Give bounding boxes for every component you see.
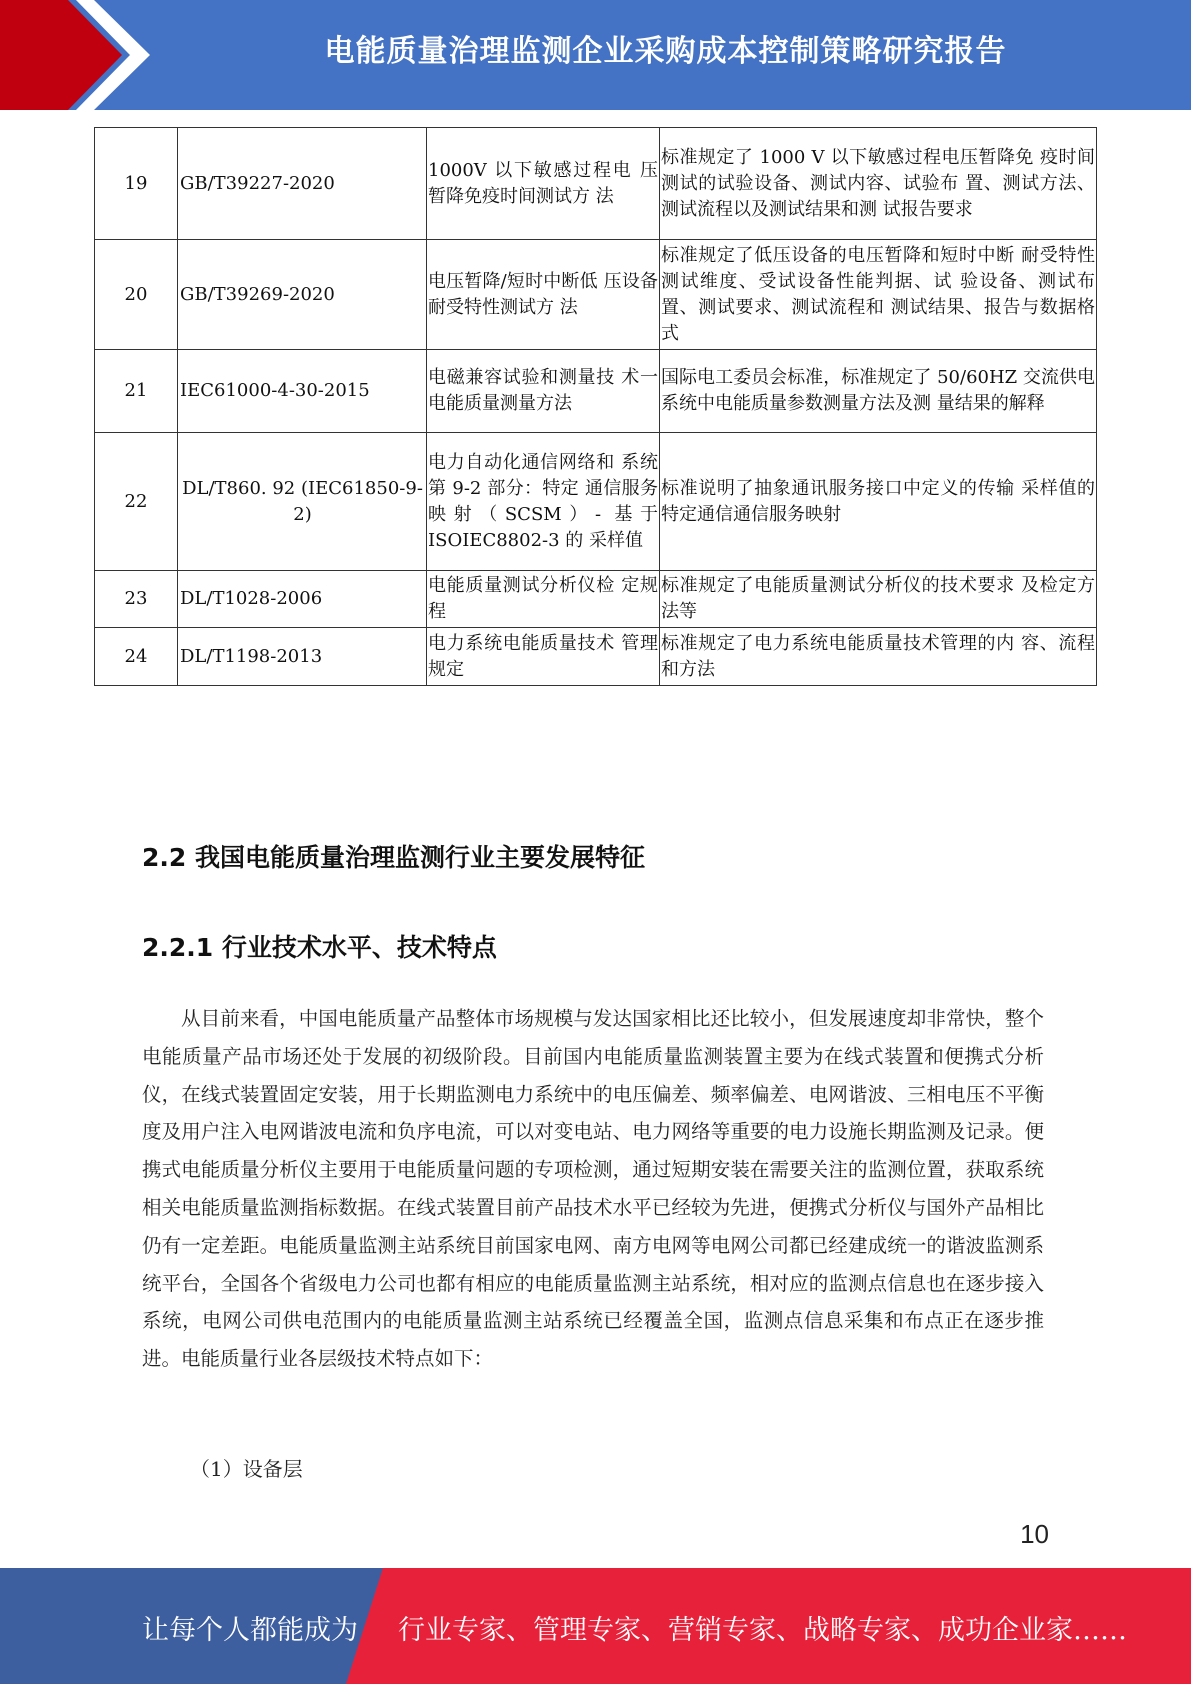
standard-code: DL/T860. 92 (IEC61850-9-2)	[178, 433, 427, 571]
row-number: 23	[95, 571, 178, 628]
standard-code: DL/T1198-2013	[178, 628, 427, 686]
table-row	[95, 628, 1097, 686]
standard-description: 标准规定了电能质量测试分析仪的技术要求 及检定方法等	[660, 571, 1097, 628]
page-header	[0, 0, 1191, 110]
standard-name: 电力系统电能质量技术 管理规定	[427, 628, 660, 686]
report-title: 电能质量治理监测企业采购成本控制策略研究报告	[324, 34, 1007, 69]
header-chevron-decoration	[0, 0, 160, 110]
row-number: 19	[95, 128, 178, 240]
standard-name: 电磁兼容试验和测量技 术一电能质量测量方法	[427, 350, 660, 433]
table-row	[95, 128, 1097, 240]
footer-slogan-right: 行业专家、管理专家、营销专家、战略专家、成功企业家……	[398, 1615, 1127, 1646]
row-number: 24	[95, 628, 178, 686]
standard-description: 标准说明了抽象通讯服务接口中定义的传输 采样值的特定通信通信服务映射	[660, 433, 1097, 571]
standard-description: 国际电工委员会标准，标准规定了 50/60HZ 交流供电系统中电能质量参数测量方法及测 量结果的解释	[660, 350, 1097, 433]
standard-name: 电力自动化通信网络和 系统第 9-2 部分：特定 通信服务映射（SCSM）- 基于 ISOIEC8802-3 的 采样值	[427, 433, 660, 571]
row-number: 22	[95, 433, 178, 571]
standard-code: DL/T1028-2006	[178, 571, 427, 628]
section-heading: 2.2 我国电能质量治理监测行业主要发展特征	[142, 843, 645, 872]
list-item-heading: （1）设备层	[190, 1457, 303, 1481]
standard-name: 电能质量测试分析仪检 定规程	[427, 571, 660, 628]
page-number: 10	[1020, 1519, 1049, 1549]
standard-name: 电压暂降/短时中断低 压设备耐受特性测试方 法	[427, 240, 660, 350]
standard-name: 1000V 以下敏感过程电 压暂降免疫时间测试方 法	[427, 128, 660, 240]
standard-description: 标准规定了低压设备的电压暂降和短时中断 耐受特性测试维度、受试设备性能判据、试 验设备、测试布置、测试要求、测试流程和 测试结果、报告与数据格式	[660, 240, 1097, 350]
page-footer	[0, 1568, 1191, 1684]
table-row	[95, 350, 1097, 433]
table-row	[95, 433, 1097, 571]
standard-description: 标准规定了电力系统电能质量技术管理的内 容、流程和方法	[660, 628, 1097, 686]
standard-code: IEC61000-4-30-2015	[178, 350, 427, 433]
standard-description: 标准规定了 1000 V 以下敏感过程电压暂降免 疫时间测试的试验设备、测试内容、试验布 置、测试方法、测试流程以及测试结果和测 试报告要求	[660, 128, 1097, 240]
standards-table	[94, 127, 1097, 686]
row-number: 21	[95, 350, 178, 433]
table-row	[95, 240, 1097, 350]
standard-code: GB/T39227-2020	[178, 128, 427, 240]
body-paragraph: 从目前来看，中国电能质量产品整体市场规模与发达国家相比还比较小，但发展速度却非常快，整个电能质量产品市场还处于发展的初级阶段。目前国内电能质量监测装置主要为在线式装置和便携式分析仪，在线式装置固定安装，用于长期监测电力系统中的电压偏差、频率偏差、电网谐波、三相电压不平衡度及用户注入电网谐波电流和负序电流，可以对变电站、电力网络等重要的电力设施长期监测及记录。便携式电能质量分析仪主要用于电能质量问题的专项检测，通过短期安装在需要关注的监测位置，获取系统相关电能质量监测指标数据。在线式装置目前产品技术水平已经较为先进，便携式分析仪与国外产品相比仍有一定差距。电能质量监测主站系统目前国家电网、南方电网等电网公司都已经建成统一的谐波监测系统平台，全国各个省级电力公司也都有相应的电能质量监测主站系统，相对应的监测点信息也在逐步接入系统，电网公司供电范围内的电能质量监测主站系统已经覆盖全国，监测点信息采集和布点正在逐步推进。电能质量行业各层级技术特点如下：	[142, 1007, 1044, 1371]
standard-code: GB/T39269-2020	[178, 240, 427, 350]
footer-slogan-left: 让每个人都能成为	[142, 1615, 358, 1646]
row-number: 20	[95, 240, 178, 350]
subsection-heading: 2.2.1 行业技术水平、技术特点	[142, 933, 497, 962]
table-row	[95, 571, 1097, 628]
